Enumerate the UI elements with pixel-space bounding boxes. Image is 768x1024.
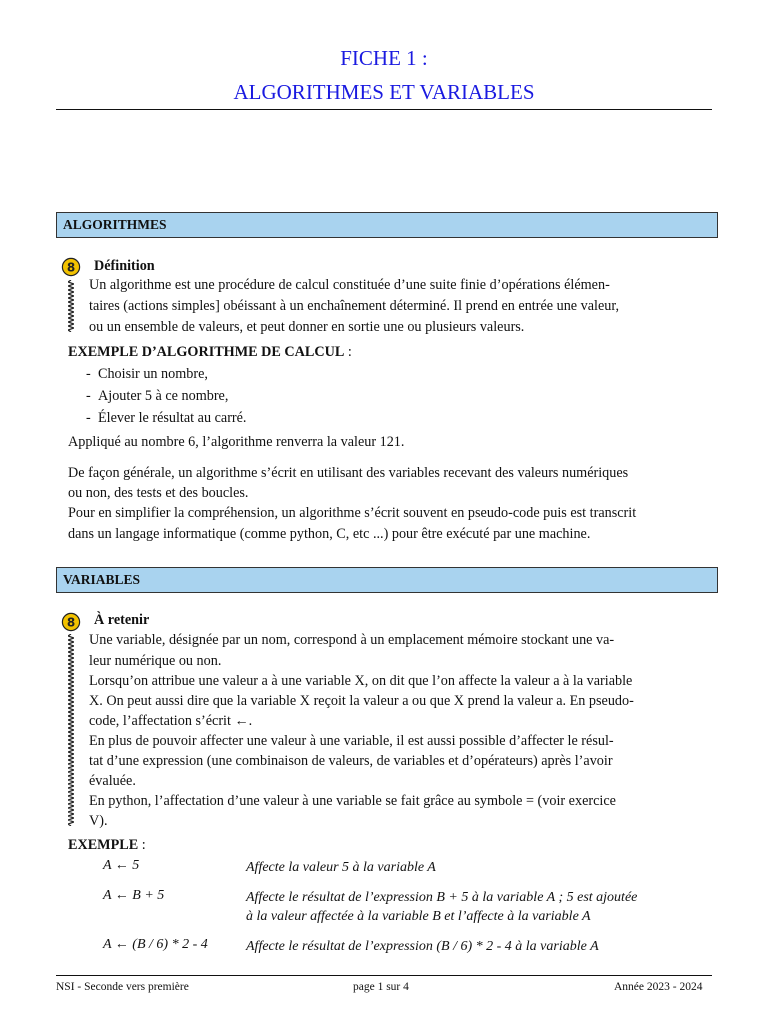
paragraph-line-1: De façon générale, un algorithme s’écrit en utilisant des variables recevant des valeurs numériques — [68, 465, 629, 481]
example-desc: Affecte le résultat de l’expression (B / 6) * 2 - 4 à la variable A — [246, 939, 599, 954]
list-item: - Élever le résultat au carré. — [86, 410, 247, 426]
retenir-title: À retenir — [94, 612, 150, 628]
definition-line-2: taires (actions simples] obéissant à un enchaînement déterminé. Il prend en entrée une valeur, — [89, 298, 620, 314]
example-desc: Affecte le résultat de l’expression B + 5 à la variable A ; 5 est ajoutée — [246, 890, 638, 905]
section-heading-algorithmes: ALGORITHMES — [56, 212, 718, 238]
example-algo-heading: EXEMPLE D’ALGORITHME DE CALCUL : — [68, 344, 352, 360]
number-eight-icon — [61, 612, 81, 632]
page-title-line2: ALGORITHMES ET VARIABLES — [233, 80, 535, 104]
example-desc-continued: à la valeur affectée à la variable B et l’affecte à la variable A — [246, 909, 591, 924]
paragraph-line-3: Pour en simplifier la compréhension, un algorithme s’écrit souvent en pseudo-code puis est transcrit — [68, 505, 637, 521]
footer-right: Année 2023 - 2024 — [614, 981, 703, 993]
retenir-line-7: tat d’une expression (une combinaison de valeurs, de variables et d’opérateurs) après l’avoir — [89, 753, 613, 769]
example-desc: Affecte la valeur 5 à la variable A — [246, 860, 436, 875]
footer-left: NSI - Seconde vers première — [56, 981, 189, 993]
retenir-line-5: code, l’affectation s’écrit ←. — [89, 713, 253, 729]
paragraph-line-2: ou non, des tests et des boucles. — [68, 485, 249, 501]
page-title-line1: FICHE 1 : — [340, 46, 428, 70]
footer-rule — [56, 975, 712, 976]
paragraph-line-4: dans un langage informatique (comme python, C, etc ...) pour être exécuté par une machine. — [68, 526, 591, 542]
svg-text:8: 8 — [66, 260, 76, 275]
example-code: A ← 5 — [103, 858, 140, 873]
retenir-line-9: En python, l’affectation d’une valeur à une variable se fait grâce au symbole = (voir exercice — [89, 793, 616, 809]
retenir-line-2: leur numérique ou non. — [89, 653, 222, 669]
number-eight-icon — [61, 257, 81, 277]
example-code: A ← B + 5 — [103, 888, 165, 903]
definition-line-3: ou un ensemble de valeurs, et peut donner en sortie une ou plusieurs valeurs. — [89, 319, 525, 335]
title-rule — [56, 109, 712, 110]
list-item: - Ajouter 5 à ce nombre, — [86, 388, 229, 404]
retenir-line-3: Lorsqu’on attribue une valeur a à une variable X, on dit que l’on affecte la valeur a à la variable — [89, 673, 633, 689]
applied-text: Appliqué au nombre 6, l’algorithme renverra la valeur 121. — [68, 434, 405, 450]
retenir-line-8: évaluée. — [89, 773, 136, 789]
section-heading-variables: VARIABLES — [56, 567, 718, 593]
definition-line-1: Un algorithme est une procédure de calcul constituée d’une suite finie d’opérations élémen- — [89, 277, 610, 293]
definition-title: Définition — [94, 258, 155, 274]
footer-center: page 1 sur 4 — [353, 981, 409, 993]
retenir-line-10: V). — [89, 813, 108, 829]
list-item: - Choisir un nombre, — [86, 366, 208, 382]
svg-text:8: 8 — [66, 615, 76, 630]
zigzag-border-icon — [68, 280, 74, 332]
retenir-line-4: X. On peut aussi dire que la variable X reçoit la valeur a ou que X prend la valeur a. En pseudo- — [89, 693, 634, 709]
retenir-line-6: En plus de pouvoir affecter une valeur à une variable, il est aussi possible d’affecter le résul- — [89, 733, 614, 749]
zigzag-border-icon — [68, 634, 74, 826]
example-code: A ← (B / 6) * 2 - 4 — [103, 937, 208, 952]
retenir-line-1: Une variable, désignée par un nom, correspond à un emplacement mémoire stockant une va- — [89, 632, 615, 648]
example-heading: EXEMPLE : — [68, 837, 146, 853]
